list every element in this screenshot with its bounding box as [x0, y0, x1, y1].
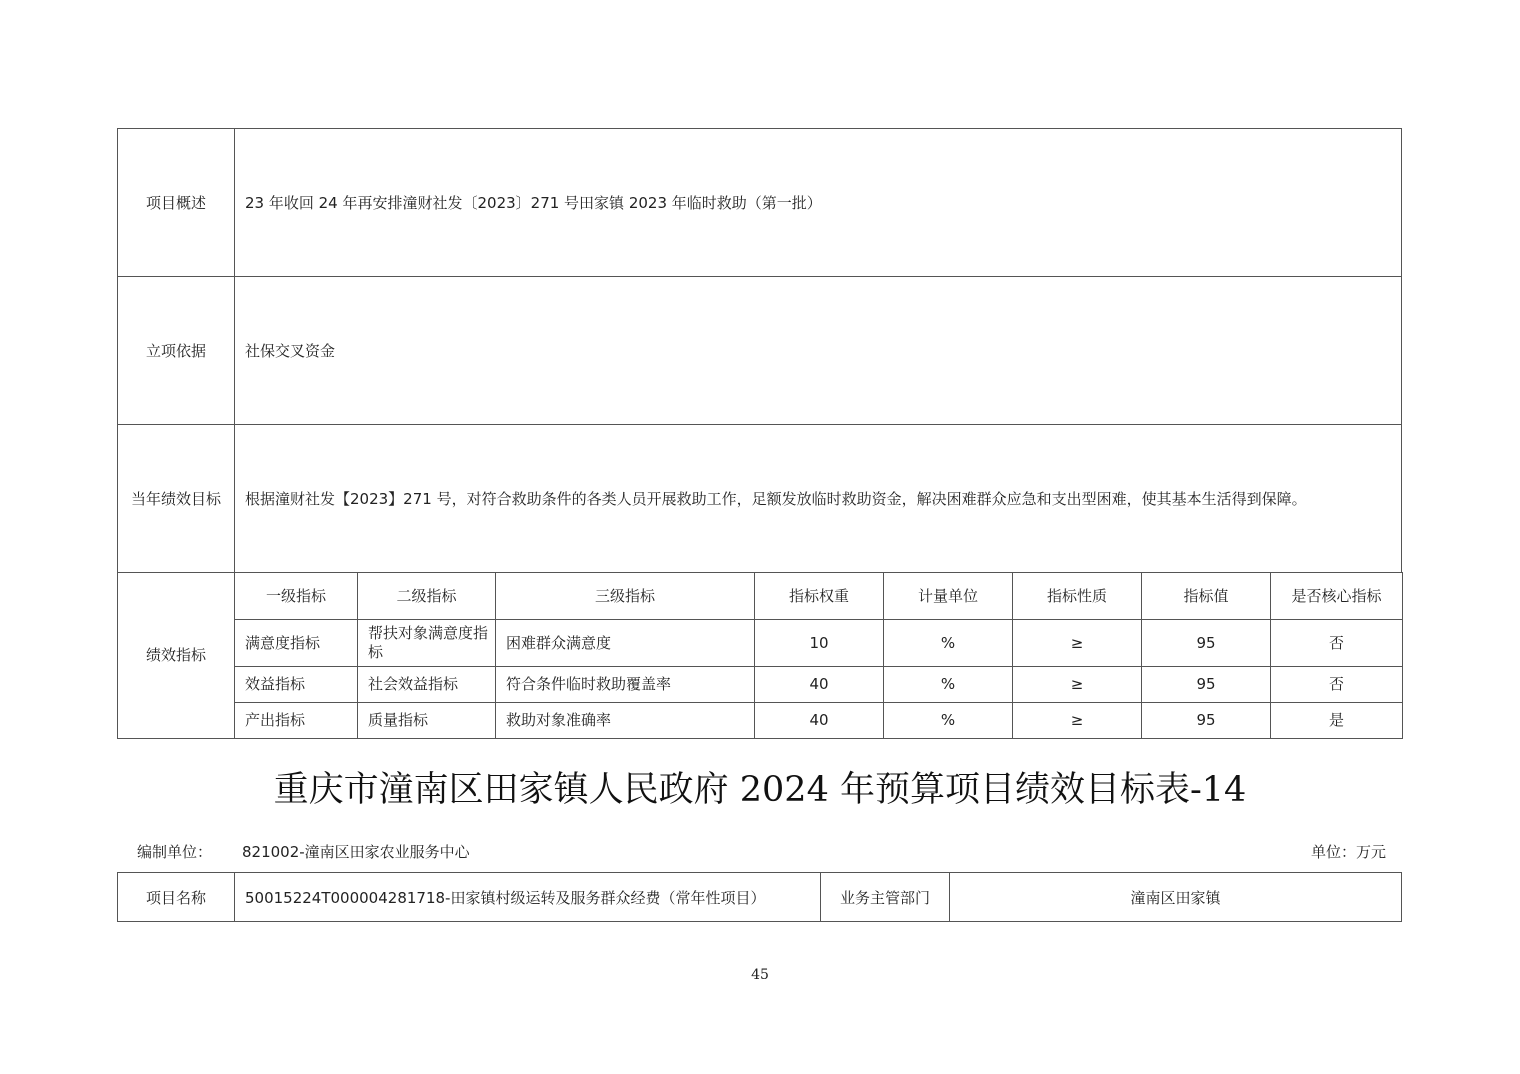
header-level3: 三级指标	[496, 573, 755, 620]
project-name-label: 项目名称	[118, 873, 235, 922]
page-number: 45	[751, 967, 769, 983]
table-row	[118, 703, 1403, 739]
dept-value: 潼南区田家镇	[950, 873, 1402, 922]
nature-cell: ≥	[1013, 620, 1142, 667]
level1-cell: 满意度指标	[235, 620, 358, 667]
core-cell: 否	[1271, 667, 1403, 703]
level3-cell: 符合条件临时救助覆盖率	[496, 667, 755, 703]
value-cell: 95	[1142, 703, 1271, 739]
indicator-section-label: 绩效指标	[118, 573, 235, 739]
indicator-header-row	[118, 573, 1403, 620]
project-info-table	[117, 128, 1402, 573]
project-name-table	[117, 872, 1402, 922]
basis-row	[118, 277, 1402, 425]
core-cell: 否	[1271, 620, 1403, 667]
project-name-row	[118, 873, 1402, 922]
level1-cell: 产出指标	[235, 703, 358, 739]
level2-cell: 帮扶对象满意度指标	[358, 620, 496, 667]
basis-content: 社保交叉资金	[235, 277, 1402, 425]
basis-label: 立项依据	[118, 277, 235, 425]
unit-cell: %	[884, 667, 1013, 703]
unit-cell: %	[884, 620, 1013, 667]
value-cell: 95	[1142, 667, 1271, 703]
level2-cell: 质量指标	[358, 703, 496, 739]
nature-cell: ≥	[1013, 703, 1142, 739]
unit-cell: %	[884, 703, 1013, 739]
unit-label: 单位：万元	[1311, 843, 1387, 861]
header-weight: 指标权重	[755, 573, 884, 620]
level3-cell: 困难群众满意度	[496, 620, 755, 667]
header-level1: 一级指标	[235, 573, 358, 620]
level3-cell: 救助对象准确率	[496, 703, 755, 739]
header-unit: 计量单位	[884, 573, 1013, 620]
level1-cell: 效益指标	[235, 667, 358, 703]
table-row	[118, 667, 1403, 703]
goal-label: 当年绩效目标	[118, 425, 235, 573]
indicator-table	[117, 572, 1403, 739]
table-row	[118, 620, 1403, 667]
weight-cell: 40	[755, 667, 884, 703]
overview-row	[118, 129, 1402, 277]
org-value: 821002-潼南区田家农业服务中心	[242, 843, 470, 861]
header-core: 是否核心指标	[1271, 573, 1403, 620]
header-value: 指标值	[1142, 573, 1271, 620]
weight-cell: 40	[755, 703, 884, 739]
dept-label: 业务主管部门	[821, 873, 950, 922]
value-cell: 95	[1142, 620, 1271, 667]
goal-content: 根据潼财社发【2023】271 号，对符合救助条件的各类人员开展救助工作，足额发放临时救助资金，解决困难群众应急和支出型困难，使其基本生活得到保障。	[235, 425, 1402, 573]
header-nature: 指标性质	[1013, 573, 1142, 620]
org-label: 编制单位：	[137, 843, 213, 861]
project-name-value: 50015224T000004281718-田家镇村级运转及服务群众经费（常年性项目）	[235, 873, 821, 922]
core-cell: 是	[1271, 703, 1403, 739]
header-level2: 二级指标	[358, 573, 496, 620]
level2-cell: 社会效益指标	[358, 667, 496, 703]
overview-content: 23 年收回 24 年再安排潼财社发〔2023〕271 号田家镇 2023 年临时救助（第一批）	[235, 129, 1402, 277]
goal-row	[118, 425, 1402, 573]
page-title: 重庆市潼南区田家镇人民政府 2024 年预算项目绩效目标表-14	[273, 770, 1247, 810]
nature-cell: ≥	[1013, 667, 1142, 703]
overview-label: 项目概述	[118, 129, 235, 277]
weight-cell: 10	[755, 620, 884, 667]
